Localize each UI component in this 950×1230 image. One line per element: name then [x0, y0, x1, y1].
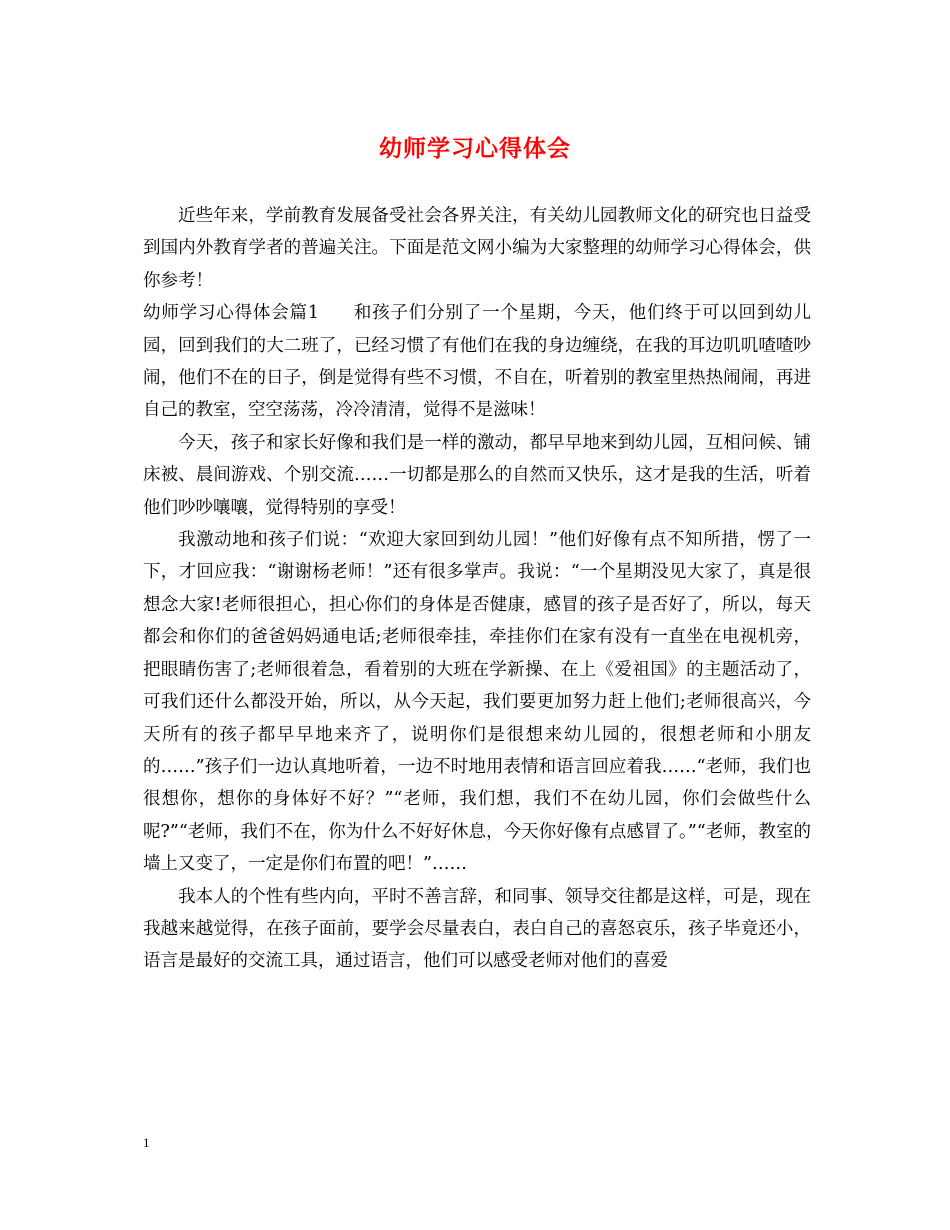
document-title: 幼师学习心得体会 — [379, 135, 571, 162]
intro-paragraph: 近些年来，学前教育发展备受社会各界关注，有关幼儿园教师文化的研究也日益受到国内外教育学者的普遍关注。下面是范文网小编为大家整理的幼师学习心得体会，供你参考！ — [143, 206, 811, 291]
body-paragraph: 今天，孩子和家长好像和我们是一样的激动，都早早地来到幼儿园，互相问候、铺床被、晨间游戏、个别交流……一切都是那么的自然而又快乐，这才是我的生活，听着他们吵吵嚷嚷，觉得特别的享受！ — [143, 432, 811, 518]
section-paragraph — [143, 297, 811, 427]
section-heading: 幼师学习心得体会篇1 — [143, 303, 320, 324]
page-number: 1 — [143, 1135, 150, 1150]
body-paragraph: 我本人的个性有些内向，平时不善言辞，和同事、领导交往都是这样，可是，现在我越来越觉得，在孩子面前，要学会尽量表白，表白自己的喜怒哀乐，孩子毕竟还小，语言是最好的交流工具，通过语言，他们可以感受老师对他们的喜爱 — [143, 886, 811, 972]
section-paragraph-text: 和孩子们分别了一个星期，今天，他们终于可以回到幼儿园，回到我们的大二班了，已经习惯了有他们在我的身边缠绕，在我的耳边叽叽喳喳吵闹，他们不在的日子，倒是觉得有些不习惯，不自在，听着别的教室里热热闹闹，再进自己的教室，空空荡荡，冷冷清清，觉得不是滋味！ — [143, 303, 811, 421]
document-body — [143, 200, 811, 978]
body-paragraph: 我激动地和孩子们说：“欢迎大家回到幼儿园！”他们好像有点不知所措，愣了一下，才回应我：“谢谢杨老师！”还有很多掌声。我说：“一个星期没见大家了，真是很想念大家!老师很担心，担心你们的身体是否健康，感冒的孩子是否好了，所以，每天都会和你们的爸爸妈妈通电话;老师很牵挂，牵挂你们在家有没有一直坐在电视机旁，把眼睛伤害了;老师很着急，看着别的大班在学新操、在上《爱祖国》的主题活动了，可我们还什么都没开始，所以，从今天起，我们要更加努力赶上他们;老师很高兴，今天所有的孩子都早早地来齐了，说明你们是很想来幼儿园的，很想老师和小朋友的……”孩子们一边认真地听着，一边不时地用表情和语言回应着我……“老师，我们也很想你，想你的身体好不好？”“老师，我们想，我们不在幼儿园，你们会做些什么呢?”“老师，我们不在，你为什么不好好休息，今天你好像有点感冒了。”“老师，教室的墙上又变了，一定是你们布置的吧！”…… — [143, 530, 811, 875]
